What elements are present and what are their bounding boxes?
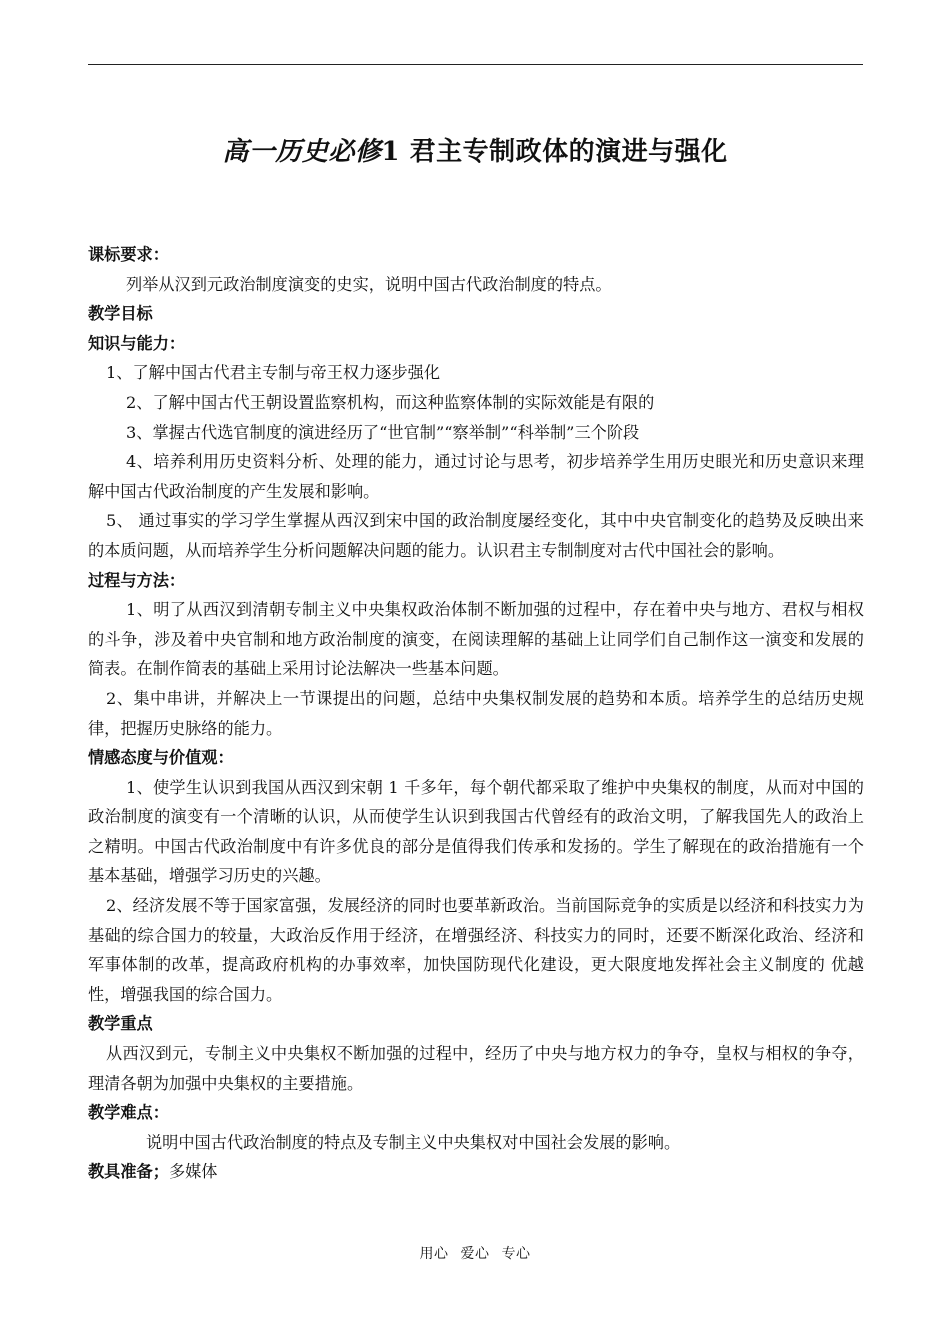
- title-part2: 1 君主专制政体的演进与强化: [381, 137, 728, 167]
- zhongdian-heading: 教学重点: [88, 1014, 153, 1034]
- zhishi-item: 3、掌握古代选官制度的演进经历了“世官制”“察举制”“科举制”三个阶段: [126, 422, 640, 442]
- nandian-heading: 教学难点：: [88, 1103, 169, 1123]
- footer-word: 爱心: [460, 1246, 490, 1262]
- footer-word: 用心: [419, 1246, 449, 1262]
- footer-word: 专心: [501, 1246, 531, 1262]
- guocheng-item: 1、明了从西汉到清朝专制主义中央集权政治体制不断加强的过程中，存在着中央与地方、君权与相权的斗争，涉及着中央官制和地方政治制度的演变，在阅读理解的基础上让同学们自己制作这一演变和发展的简表。在制作简表的基础上采用讨论法解决一些基本问题。: [88, 600, 864, 679]
- jiaoju-heading: 教具准备；: [88, 1162, 169, 1182]
- guocheng-item: 2、集中串讲，并解决上一节课提出的问题，总结中央集权制发展的趋势和本质。培养学生的总结历史规律，把握历史脉络的能力。: [88, 688, 864, 738]
- jiaoju-line: [88, 1157, 864, 1187]
- title-part1: 高一历史必修: [222, 137, 382, 167]
- nandian-text: 说明中国古代政治制度的特点及专制主义中央集权对中国社会发展的影响。: [146, 1132, 681, 1152]
- qinggan-item: 1、使学生认识到我国从西汉到宋朝 1 千多年，每个朝代都采取了维护中央集权的制度，从而对中国的政治制度的演变有一个清晰的认识，从而使学生认识到我国古代曾经有的政治文明，了解我国先人的政治上之精明。中国古代政治制度中有许多优良的部分是值得我们传承和发扬的。学生了解现在的政治措施有一个基本基础，增强学习历史的兴趣。: [88, 777, 864, 886]
- page-footer: [0, 1244, 950, 1264]
- kebiao-heading: 课标要求：: [88, 245, 169, 264]
- zhishi-item: 4、培养利用历史资料分析、处理的能力，通过讨论与思考，初步培养学生用历史眼光和历史意识来理解中国古代政治制度的产生发展和影响。: [88, 452, 864, 501]
- guocheng-heading: 过程与方法：: [88, 570, 186, 590]
- page-title: [0, 134, 950, 170]
- qinggan-heading: 情感态度与价值观：: [88, 748, 234, 768]
- mubiao-heading: 教学目标: [88, 304, 153, 324]
- zhongdian-text: 从西汉到元，专制主义中央集权不断加强的过程中，经历了中央与地方权力的争夺，皇权与相权的争夺，理清各朝为加强中央集权的主要措施。: [88, 1044, 864, 1093]
- zhishi-item: 1、了解中国古代君主专制与帝王权力逐步强化: [106, 363, 441, 383]
- zhishi-item: 2、了解中国古代王朝设置监察机构，而这种监察体制的实际效能是有限的: [126, 392, 655, 412]
- qinggan-item: 2、经济发展不等于国家富强，发展经济的同时也要革新政治。当前国际竞争的实质是以经济和科技实力为基础的综合国力的较量，大政治反作用于经济，在增强经济、科技实力的同时，还要不断深化政治、经济和军事体制的改革，提高政府机构的办事效率，加快国防现代化建设，更大限度地发挥社会主义制度的 优越性，增强我国的综合国力。: [88, 896, 864, 1004]
- zhishi-heading: 知识与能力：: [88, 333, 186, 353]
- zhishi-item: 5、 通过事实的学习学生掌握从西汉到宋中国的政治制度屡经变化，其中中央官制变化的趋势及反映出来的本质问题，从而培养学生分析问题解决问题的能力。认识君主专制制度对古代中国社会的影响。: [88, 511, 864, 560]
- jiaoju-text: 多媒体: [168, 1162, 218, 1182]
- kebiao-text: 列举从汉到元政治制度演变的史实，说明中国古代政治制度的特点。: [126, 274, 612, 294]
- header-rule: [88, 64, 863, 65]
- document-body: [88, 240, 864, 1187]
